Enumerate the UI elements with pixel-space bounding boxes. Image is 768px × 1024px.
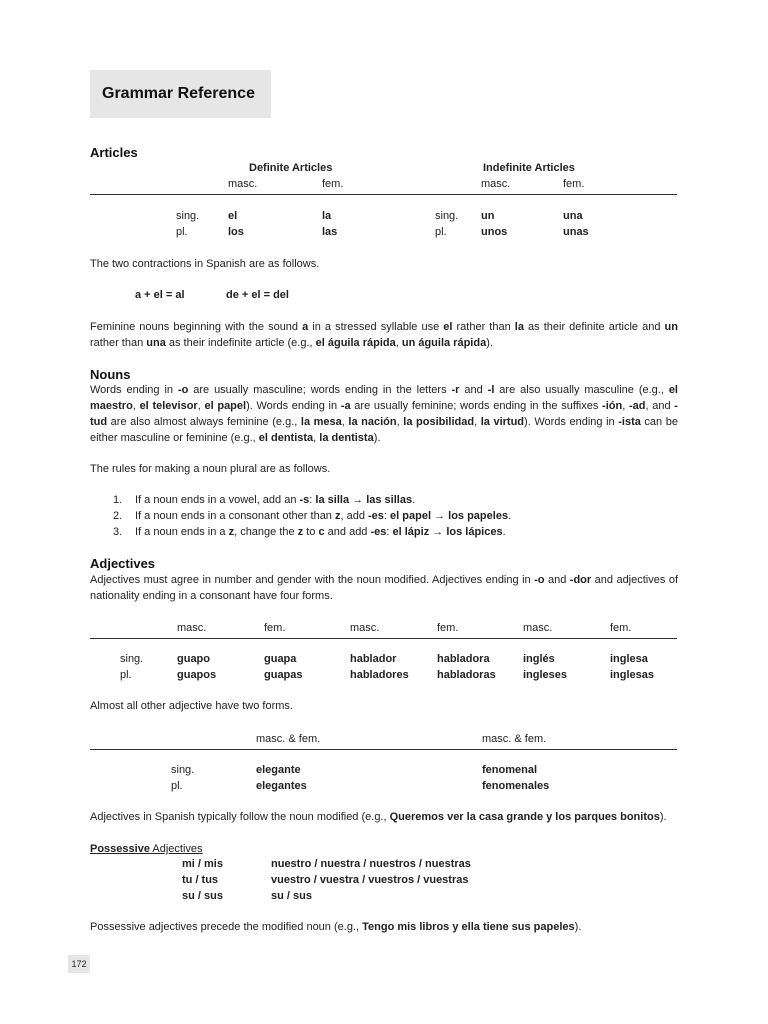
def-sing-label: sing. <box>176 210 200 222</box>
feminine-note <box>90 319 678 351</box>
text-run: and adjectives of nationality ending in a consonant have four forms. <box>90 574 678 602</box>
bold-run: la <box>514 321 524 333</box>
bold-run: Tengo mis libros y ella tiene sus papeles <box>362 921 575 933</box>
bold-run: z <box>297 526 304 538</box>
text-run: , and <box>645 400 675 412</box>
rule-1-number: 1. <box>113 494 123 506</box>
page-number <box>68 955 90 973</box>
bold-run: un <box>664 321 678 333</box>
title-box <box>90 70 271 118</box>
contractions-intro: The two contractions in Spanish are as follows. <box>90 258 320 270</box>
rule-2 <box>135 510 511 522</box>
two-pl-1: elegantes <box>256 780 307 792</box>
bold-run: el águila rápida <box>315 337 396 349</box>
possessive-row-1-plural: nuestro / nuestra / nuestros / nuestras <box>271 858 471 870</box>
two-forms-divider <box>90 749 677 750</box>
rule-3 <box>135 526 506 538</box>
text-run: , <box>395 337 402 349</box>
def-fem-header: fem. <box>322 178 344 190</box>
text-run: are usually masculine; words ending in the letters <box>188 384 452 396</box>
four-pl-3: habladores <box>350 669 409 681</box>
text-run: Possessive adjectives precede the modified noun (e.g., <box>90 921 363 933</box>
text-run: , <box>132 400 140 412</box>
bold-run: → <box>429 526 447 538</box>
two-header-1: masc. & fem. <box>256 733 321 745</box>
text-run: ). Words ending in <box>524 416 619 428</box>
four-pl-5: ingleses <box>523 669 568 681</box>
text-run: . <box>502 526 506 538</box>
indef-sing-masc: un <box>481 210 495 222</box>
adjectives-intro <box>90 572 678 604</box>
text-run: are also usually masculine (e.g., <box>494 384 669 396</box>
rule-1 <box>135 494 415 506</box>
text-run: Words ending in <box>90 384 178 396</box>
def-sing-fem: la <box>322 210 332 222</box>
four-sing-label: sing. <box>120 653 144 665</box>
text-run: If a noun ends in a consonant other than <box>135 510 335 522</box>
bold-run: la nación <box>348 416 397 428</box>
four-pl-2: guapas <box>264 669 303 681</box>
nouns-paragraph <box>90 382 678 446</box>
text-run: are also almost always feminine (e.g., <box>107 416 301 428</box>
text-run: and <box>544 574 570 586</box>
text-run: . <box>508 510 512 522</box>
bold-run: c <box>318 526 325 538</box>
bold-run: la virtud <box>480 416 525 428</box>
adjective-position-note <box>90 811 667 823</box>
text-run: If a noun ends in a <box>135 526 229 538</box>
bold-run: z <box>228 526 235 538</box>
four-sing-1: guapo <box>177 653 210 665</box>
text-run: : <box>309 494 316 506</box>
bold-run: el lápiz <box>392 526 430 538</box>
def-pl-masc: los <box>228 226 244 238</box>
two-forms-intro: Almost all other adjective have two forms. <box>90 700 293 712</box>
bold-run: los papeles <box>448 510 509 522</box>
bold-run: -ad <box>628 400 646 412</box>
bold-run: → <box>349 494 367 506</box>
text-run: : <box>383 510 391 522</box>
articles-heading: Articles <box>90 145 138 160</box>
text-run: , <box>197 400 205 412</box>
text-run: rather than <box>90 337 147 349</box>
four-sing-5: inglés <box>523 653 555 665</box>
bold-run: -a <box>340 400 351 412</box>
bold-run: la silla <box>315 494 350 506</box>
text-run: , change the <box>234 526 298 538</box>
def-pl-fem: las <box>322 226 338 238</box>
text-run: ). <box>659 811 667 823</box>
bold-run: el televisor <box>139 400 198 412</box>
indef-pl-masc: unos <box>481 226 508 238</box>
possessive-row-1-singular: mi / mis <box>182 858 223 870</box>
four-sing-3: hablador <box>350 653 397 665</box>
four-header-4: fem. <box>437 622 459 634</box>
bold-run: el <box>443 321 453 333</box>
bold-run: un águila rápida <box>401 337 487 349</box>
text-run: and add <box>324 526 371 538</box>
possessive-heading-bold: Possessive <box>90 843 150 855</box>
articles-divider <box>90 194 677 195</box>
text-run: rather than <box>452 321 515 333</box>
four-pl-label: pl. <box>120 669 132 681</box>
bold-run: la mesa <box>300 416 342 428</box>
possessive-heading-rest: Adjectives <box>149 843 203 855</box>
text-run: , <box>313 432 320 444</box>
bold-run: el dentista <box>258 432 314 444</box>
text-run: Feminine nouns beginning with the sound <box>90 321 303 333</box>
text-run: can be either masculine or feminine (e.g., <box>90 416 678 444</box>
bold-run: el papel <box>204 400 247 412</box>
two-pl-label: pl. <box>171 780 183 792</box>
possessive-heading <box>90 843 203 855</box>
text-run: as their definite article and <box>523 321 665 333</box>
indef-fem-header: fem. <box>563 178 585 190</box>
bold-run: -l <box>487 384 495 396</box>
indef-pl-fem: unas <box>563 226 589 238</box>
indefinite-articles-header: Indefinite Articles <box>483 162 575 174</box>
possessive-row-3-plural: su / sus <box>271 890 312 902</box>
text-run: to <box>303 526 319 538</box>
page-number-text: 172 <box>71 959 87 969</box>
text-run: ). <box>486 337 493 349</box>
bold-run: -r <box>451 384 460 396</box>
four-header-2: fem. <box>264 622 286 634</box>
page-title: Grammar Reference <box>102 85 255 102</box>
contraction-del: de + el = del <box>226 289 289 301</box>
indef-pl-label: pl. <box>435 226 447 238</box>
text-run: are usually feminine; words ending in the suffixes <box>350 400 603 412</box>
bold-run: z <box>334 510 341 522</box>
def-sing-masc: el <box>228 210 238 222</box>
four-header-3: masc. <box>350 622 380 634</box>
four-pl-4: habladoras <box>437 669 496 681</box>
text-run: and <box>459 384 488 396</box>
nouns-heading: Nouns <box>90 367 131 382</box>
four-sing-2: guapa <box>264 653 297 665</box>
bold-run: los lápices <box>446 526 503 538</box>
rule-3-number: 3. <box>113 526 123 538</box>
text-run: in a stressed syllable use <box>308 321 444 333</box>
bold-run: -es <box>370 526 387 538</box>
text-run: , <box>622 400 629 412</box>
possessive-row-2-singular: tu / tus <box>182 874 219 886</box>
bold-run: -s <box>299 494 310 506</box>
bold-run: el papel <box>390 510 432 522</box>
four-sing-4: habladora <box>437 653 490 665</box>
four-header-1: masc. <box>177 622 207 634</box>
definite-articles-header: Definite Articles <box>249 162 333 174</box>
bold-run: -ión <box>602 400 623 412</box>
def-masc-header: masc. <box>228 178 258 190</box>
text-run: , <box>341 416 349 428</box>
adjectives-heading: Adjectives <box>90 556 156 571</box>
text-run: ). <box>373 432 381 444</box>
bold-run: → <box>431 510 449 522</box>
bold-run: a <box>302 321 309 333</box>
bold-run: -tud <box>90 400 678 428</box>
possessive-note <box>90 921 581 933</box>
two-sing-label: sing. <box>171 764 195 776</box>
bold-run: -o <box>534 574 545 586</box>
four-pl-1: guapos <box>177 669 217 681</box>
text-run: ). <box>574 921 582 933</box>
four-sing-6: inglesa <box>610 653 648 665</box>
plural-intro: The rules for making a noun plural are as follows. <box>90 463 331 475</box>
two-sing-2: fenomenal <box>482 764 538 776</box>
text-run: Adjectives in Spanish typically follow the noun modified (e.g., <box>90 811 390 823</box>
bold-run: una <box>146 337 166 349</box>
two-pl-2: fenomenales <box>482 780 550 792</box>
text-run: If a noun ends in a vowel, add an <box>135 494 300 506</box>
possessive-row-2-plural: vuestro / vuestra / vuestros / vuestras <box>271 874 469 886</box>
bold-run: la posibilidad <box>403 416 475 428</box>
text-run: , <box>396 416 404 428</box>
indef-sing-label: sing. <box>435 210 459 222</box>
text-run: : <box>386 526 393 538</box>
two-sing-1: elegante <box>256 764 301 776</box>
contraction-al: a + el = al <box>135 289 185 301</box>
indef-masc-header: masc. <box>481 178 511 190</box>
text-run: ). Words ending in <box>246 400 341 412</box>
bold-run: Queremos ver la casa grande y los parques bonitos <box>389 811 660 823</box>
four-pl-6: inglesas <box>610 669 655 681</box>
bold-run: las sillas <box>366 494 413 506</box>
bold-run: el maestro <box>90 384 678 412</box>
four-header-5: masc. <box>523 622 553 634</box>
text-run: , <box>474 416 481 428</box>
rule-2-number: 2. <box>113 510 123 522</box>
indef-sing-fem: una <box>563 210 583 222</box>
bold-run: -ista <box>618 416 641 428</box>
bold-run: -dor <box>569 574 592 586</box>
bold-run: -es <box>368 510 384 522</box>
two-header-2: masc. & fem. <box>482 733 547 745</box>
text-run: . <box>412 494 416 506</box>
text-run: , add <box>340 510 369 522</box>
four-forms-divider <box>90 638 677 639</box>
bold-run: -o <box>177 384 189 396</box>
possessive-row-3-singular: su / sus <box>182 890 223 902</box>
four-header-6: fem. <box>610 622 632 634</box>
text-run: as their indefinite article (e.g., <box>165 337 316 349</box>
bold-run: la dentista <box>319 432 374 444</box>
text-run: Adjectives must agree in number and gender with the noun modified. Adjectives ending in <box>90 574 535 586</box>
def-pl-label: pl. <box>176 226 188 238</box>
